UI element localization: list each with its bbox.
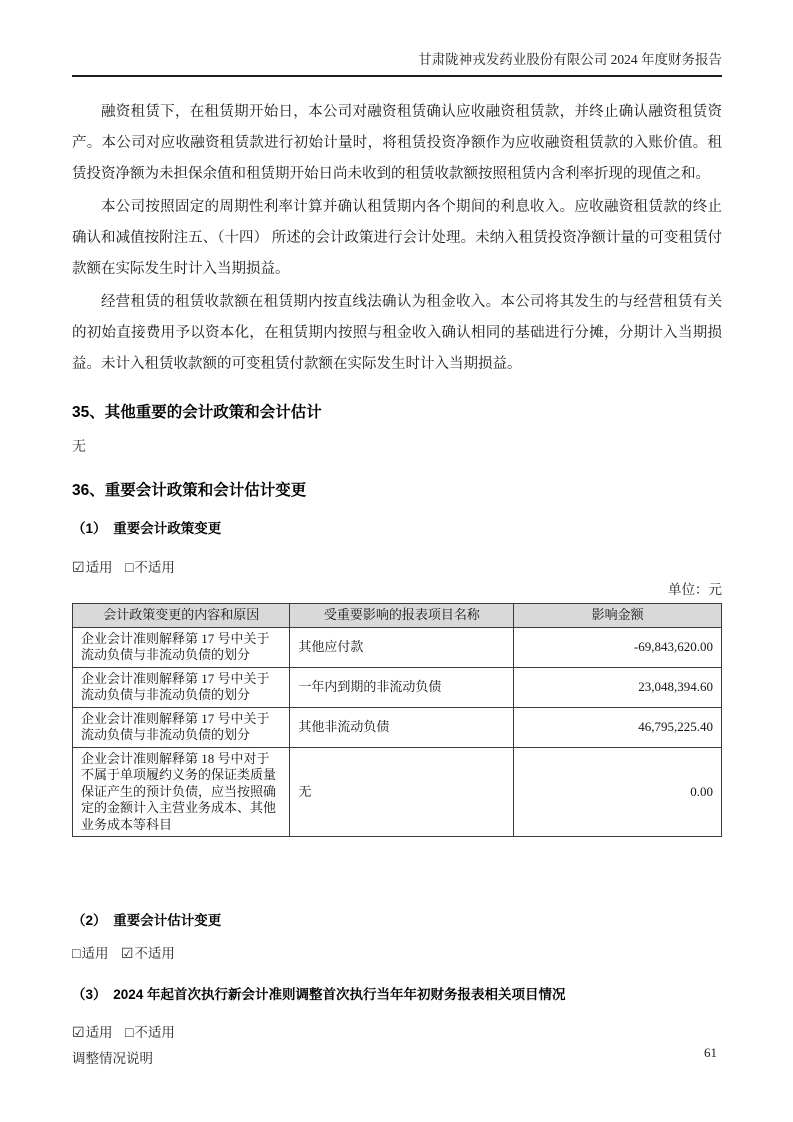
checkbox-applicable (72, 559, 113, 578)
checkbox-not-applicable (125, 1024, 175, 1043)
column-header-content-reason: 会计政策变更的内容和原因 (73, 604, 290, 628)
report-title: 甘肃陇神戎发药业股份有限公司 2024 年度财务报告 (418, 52, 722, 67)
amount-cell: 23,048,394.60 (514, 667, 722, 707)
policy-change-table (72, 603, 722, 837)
section-35-heading: 35、其他重要的会计政策和会计估计 (72, 404, 322, 421)
section-36-heading: 36、重要会计政策和会计估计变更 (72, 482, 307, 499)
subsection-1-heading: （1） 重要会计政策变更 (72, 521, 222, 536)
checkbox-applicable-label: 适用 (85, 560, 113, 575)
checkbox-applicable (72, 945, 108, 964)
checkbox-not-applicable (121, 945, 175, 964)
table-row (73, 667, 722, 707)
affected-item-cell: 其他应付款 (290, 627, 514, 667)
affected-item-cell: 无 (290, 747, 514, 837)
amount-cell: 0.00 (514, 747, 722, 837)
subsection-3-heading: （3） 2024 年起首次执行新会计准则调整首次执行当年年初财务报表相关项目情况 (72, 987, 566, 1002)
checkbox-not-applicable-label: 不适用 (134, 946, 175, 961)
page-number: 61 (704, 1045, 717, 1060)
applicability-row-2 (72, 945, 722, 964)
paragraph-finance-lease-1: 融资租赁下，在租赁期开始日，本公司对融资租赁确认应收融资租赁款，并终止确认融资租赁资产。本公司对应收融资租赁款进行初始计量时，将租赁投资净额作为应收融资租赁款的入账价值。租赁投资净额为未担保余值和租赁期开始日尚未收到的租赁收款额按照租赁内含利率折现的现值之和。 (72, 104, 722, 182)
amount-cell: 46,795,225.40 (514, 707, 722, 747)
affected-item-cell: 其他非流动负债 (290, 707, 514, 747)
checkbox-not-applicable-label: 不适用 (134, 1025, 175, 1040)
checkbox-not-applicable (125, 559, 175, 578)
adjustment-note-label: 调整情况说明 (72, 1051, 153, 1066)
table-row (73, 747, 722, 837)
column-header-affected-item: 受重要影响的报表项目名称 (290, 604, 514, 628)
table-header-row (73, 604, 722, 628)
checkbox-checked-icon: ☑ (72, 561, 85, 576)
checkbox-applicable-label: 适用 (81, 946, 109, 961)
checkbox-unchecked-icon: □ (72, 947, 81, 962)
policy-content-cell: 企业会计准则解释第 17 号中关于流动负债与非流动负债的划分 (73, 707, 290, 747)
applicability-row-1 (72, 559, 722, 578)
checkbox-applicable (72, 1024, 113, 1043)
unit-label: 单位：元 (668, 582, 722, 597)
document-body (72, 97, 722, 1068)
checkbox-checked-icon: ☑ (72, 1026, 85, 1041)
subsection-2-heading: （2） 重要会计估计变更 (72, 913, 222, 928)
checkbox-applicable-label: 适用 (85, 1025, 113, 1040)
affected-item-cell: 一年内到期的非流动负债 (290, 667, 514, 707)
paragraph-finance-lease-2: 本公司按照固定的周期性利率计算并确认租赁期内各个期间的利息收入。应收融资租赁款的终止确认和减值按附注五、（十四） 所述的会计政策进行会计处理。未纳入租赁投资净额计量的可变租赁付款额在实际发生时计入当期损益。 (72, 199, 722, 277)
checkbox-not-applicable-label: 不适用 (134, 560, 175, 575)
policy-content-cell: 企业会计准则解释第 18 号中对于不属于单项履约义务的保证类质量保证产生的预计负债，应当按照确定的金额计入主营业务成本、其他业务成本等科目 (73, 747, 290, 837)
table-row (73, 627, 722, 667)
checkbox-unchecked-icon: □ (124, 1026, 134, 1041)
paragraph-operating-lease: 经营租赁的租赁收款额在租赁期内按直线法确认为租金收入。本公司将其发生的与经营租赁有关的初始直接费用予以资本化，在租赁期内按照与租金收入确认相同的基础进行分摊，分期计入当期损益。未计入租赁收款额的可变租赁付款额在实际发生时计入当期损益。 (72, 294, 722, 372)
policy-content-cell: 企业会计准则解释第 17 号中关于流动负债与非流动负债的划分 (73, 667, 290, 707)
amount-cell: -69,843,620.00 (514, 627, 722, 667)
policy-content-cell: 企业会计准则解释第 17 号中关于流动负债与非流动负债的划分 (73, 627, 290, 667)
report-header (72, 0, 722, 77)
checkbox-checked-icon: ☑ (120, 947, 134, 962)
checkbox-unchecked-icon: □ (124, 561, 134, 576)
column-header-amount: 影响金额 (514, 604, 722, 628)
section-35-body: 无 (72, 440, 86, 455)
applicability-row-3 (72, 1024, 722, 1043)
table-row (73, 707, 722, 747)
